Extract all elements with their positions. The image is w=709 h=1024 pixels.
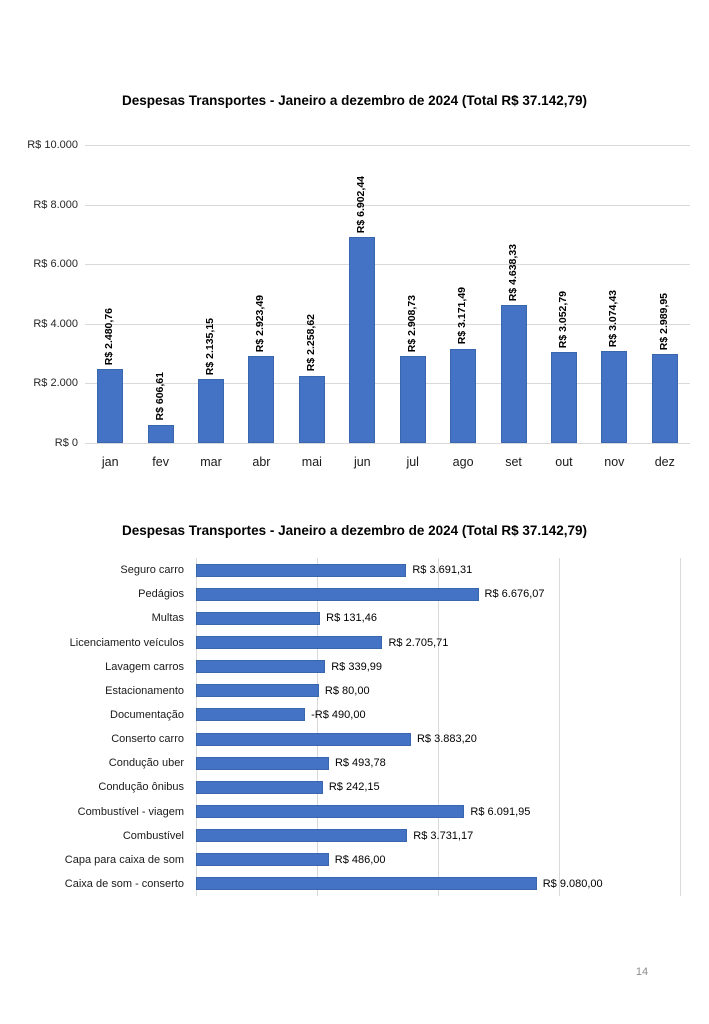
- bar-mai: [299, 376, 325, 443]
- bar-value-label: R$ 3.052,79: [556, 290, 569, 349]
- bar-value-label: R$ 4.638,33: [506, 243, 519, 301]
- bar-1: [196, 588, 479, 601]
- x-category-label: fev: [152, 455, 169, 469]
- bar-3: [196, 636, 382, 649]
- category-label: Documentação: [110, 708, 184, 721]
- bar-out: [551, 352, 577, 443]
- gridline-x: [317, 558, 318, 896]
- category-label: Combustível - viagem: [77, 805, 184, 818]
- bar-dez: [652, 354, 678, 443]
- gridline-y: [85, 264, 690, 265]
- bar-mar: [198, 379, 224, 443]
- bar-13: [196, 877, 537, 890]
- page-number: 14: [635, 966, 649, 978]
- bar-7: [196, 733, 411, 746]
- bar-value-label: R$ 2.705,71: [388, 636, 449, 649]
- x-category-label: dez: [654, 455, 675, 469]
- bar-2: [196, 612, 320, 625]
- category-label: Pedágios: [138, 588, 184, 601]
- bar-value-label: R$ 2.135,15: [204, 318, 217, 376]
- x-category-label: nov: [604, 455, 625, 469]
- bar-value-label: R$ 3.691,31: [412, 564, 473, 577]
- y-axis-tick-label: R$ 0: [54, 437, 78, 449]
- bar-jun: [349, 237, 375, 443]
- category-label: Conserto carro: [111, 733, 184, 746]
- bar-value-label: R$ 2.480,76: [103, 307, 116, 366]
- gridline-x: [438, 558, 439, 896]
- gridline-x: [559, 558, 560, 896]
- bar-fev: [148, 425, 174, 443]
- category-label: Condução ônibus: [98, 781, 184, 794]
- bar-set: [501, 305, 527, 443]
- bar-value-label: R$ 9.080,00: [542, 877, 603, 890]
- bar-jul: [400, 356, 426, 443]
- x-category-label: set: [505, 455, 522, 469]
- chart-1-title: Despesas Transportes - Janeiro a dezembro de 2024 (Total R$ 37.142,79): [122, 93, 587, 108]
- x-category-label: abr: [252, 455, 271, 469]
- chart-2-title: Despesas Transportes - Janeiro a dezembro de 2024 (Total R$ 37.142,79): [122, 523, 587, 538]
- category-label: Licenciamento veículos: [69, 636, 184, 649]
- bar-jan: [97, 369, 123, 443]
- x-category-label: mai: [301, 455, 322, 469]
- x-category-label: out: [555, 455, 573, 469]
- bar-nov: [601, 351, 627, 443]
- bar-value-label: R$ 339,99: [331, 660, 382, 673]
- x-category-label: ago: [452, 455, 474, 469]
- category-label: Estacionamento: [105, 684, 184, 697]
- category-label: Seguro carro: [120, 564, 184, 577]
- bar-value-label: R$ 242,15: [328, 781, 380, 794]
- x-category-label: jul: [406, 455, 419, 469]
- y-axis-tick-label: R$ 10.000: [27, 139, 78, 151]
- bar-value-label: R$ 2.989,95: [657, 292, 670, 350]
- bar-value-label: R$ 3.074,43: [607, 290, 620, 348]
- category-label: Condução uber: [108, 757, 184, 770]
- category-label: Capa para caixa de som: [64, 853, 184, 866]
- bar-abr: [248, 356, 274, 443]
- gridline-x: [680, 558, 681, 896]
- bar-value-label: R$ 2.923,49: [254, 294, 267, 352]
- bar-11: [196, 829, 407, 842]
- chart-1-plot-area: [85, 145, 690, 469]
- bar-value-label: -R$ 490,00: [311, 708, 366, 721]
- y-axis-tick-label: R$ 4.000: [33, 317, 78, 330]
- bar-value-label: R$ 80,00: [324, 684, 370, 697]
- gridline-y: [85, 324, 690, 325]
- category-label: Lavagem carros: [105, 660, 184, 673]
- bar-4: [196, 660, 325, 673]
- bar-value-label: R$ 3.171,49: [456, 287, 469, 345]
- y-axis-tick-label: R$ 6.000: [33, 258, 78, 271]
- bar-5: [196, 684, 319, 697]
- bar-12: [196, 853, 329, 866]
- gridline-y: [85, 443, 690, 444]
- bar-value-label: R$ 606,61: [153, 372, 166, 421]
- gridline-y: [85, 383, 690, 384]
- bar-6: [196, 708, 305, 721]
- bar-9: [196, 781, 323, 794]
- x-category-label: jan: [101, 455, 119, 469]
- x-category-label: jun: [353, 455, 371, 469]
- bar-8: [196, 757, 329, 770]
- gridline-y: [85, 205, 690, 206]
- bar-value-label: R$ 2.258,62: [304, 314, 317, 372]
- bar-0: [196, 564, 406, 577]
- bar-value-label: R$ 3.883,20: [416, 733, 477, 746]
- bar-value-label: R$ 3.731,17: [413, 829, 474, 842]
- gridline-x: [196, 558, 197, 896]
- category-label: Combustível: [122, 829, 184, 842]
- bar-value-label: R$ 131,46: [326, 612, 377, 625]
- bar-value-label: R$ 6.902,44: [355, 176, 368, 234]
- bar-ago: [450, 349, 476, 444]
- bar-value-label: R$ 493,78: [334, 757, 386, 770]
- category-label: Caixa de som - conserto: [64, 877, 184, 890]
- gridline-y: [85, 145, 690, 146]
- bar-value-label: R$ 486,00: [334, 853, 386, 866]
- y-axis-tick-label: R$ 8.000: [33, 198, 78, 211]
- y-axis-tick-label: R$ 2.000: [33, 377, 78, 390]
- bar-value-label: R$ 2.908,73: [405, 295, 418, 353]
- bar-10: [196, 805, 464, 818]
- chart-2-plot-area: [196, 558, 680, 896]
- bar-value-label: R$ 6.676,07: [484, 588, 545, 601]
- category-label: Multas: [151, 612, 184, 625]
- bar-value-label: R$ 6.091,95: [470, 805, 531, 818]
- x-category-label: mar: [200, 455, 222, 469]
